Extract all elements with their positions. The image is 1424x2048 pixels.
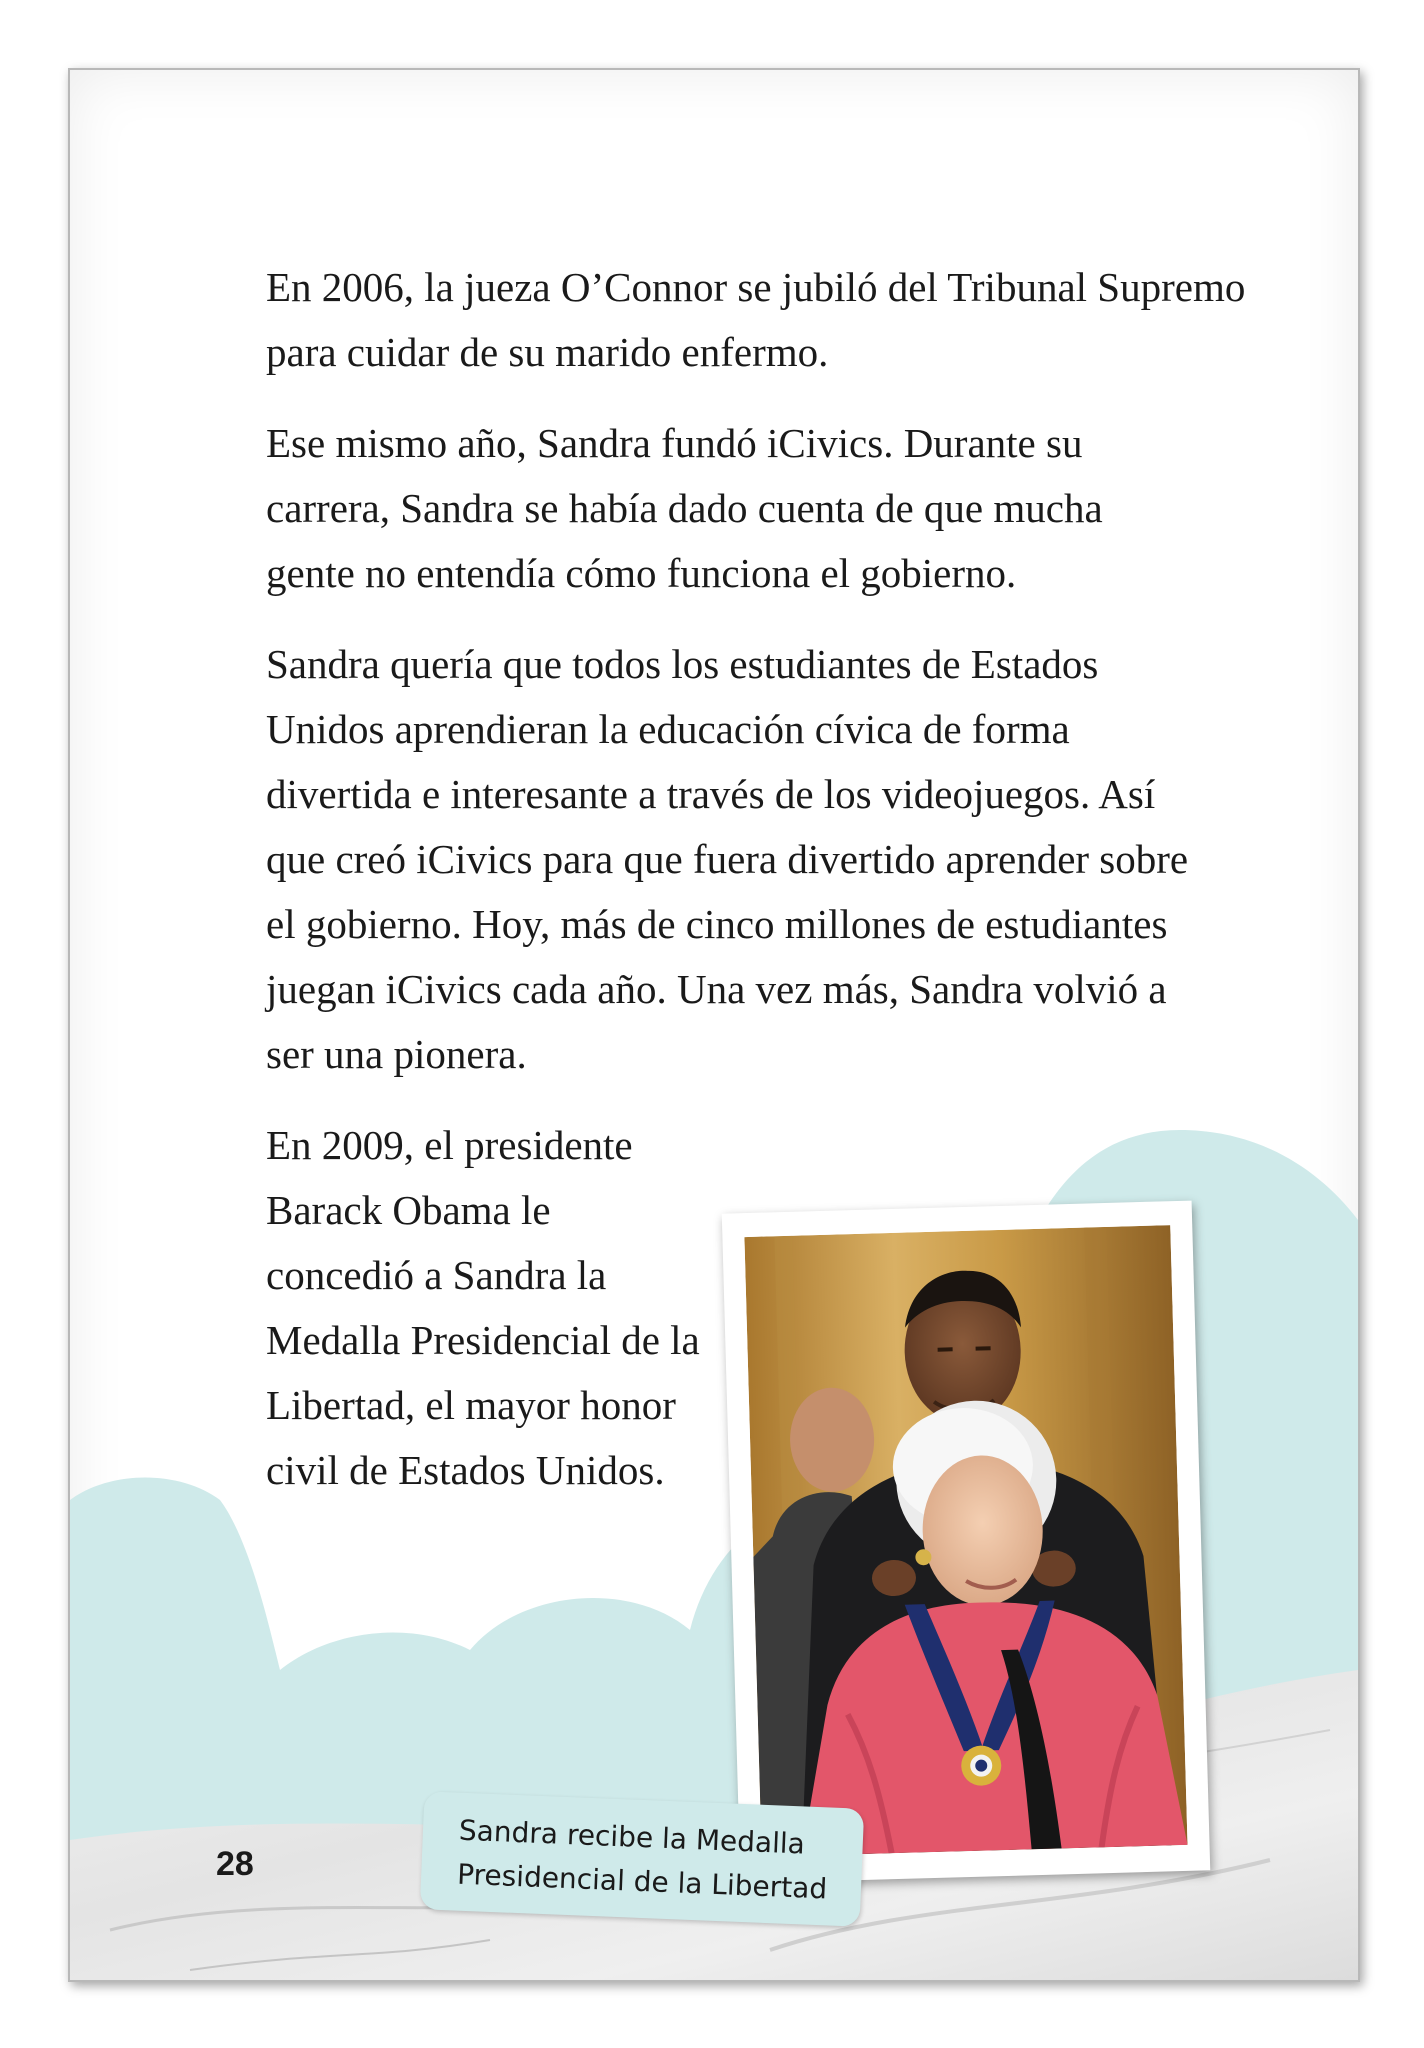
- paragraph-2: Ese mismo año, Sandra fundó iCivics. Durante su carrera, Sandra se había dado cuenta de que mucha gente no entendía cómo funciona el gobierno.: [266, 420, 1103, 596]
- photo-obama-awarding-medal: [744, 1225, 1187, 1857]
- photo-caption-box: [420, 1791, 864, 1927]
- paragraph-3: Sandra quería que todos los estudiantes de Estados Unidos aprendieran la educación cívica de forma divertida e interesante a través de los videojuegos. Así que creó iCivics para que fuera divertido aprender sobre el gobierno. Hoy, más de cinco millones de estudiantes juegan iCivics cada año. Una vez más, Sandra volvió a ser una pionera.: [266, 641, 1189, 1077]
- photo-frame: [722, 1201, 1211, 1884]
- book-page: [68, 68, 1360, 1982]
- paragraph-4: En 2009, el presidente Barack Obama le concedió a Sandra la Medalla Presidencial de la Libertad, el mayor honor civil de Estados Unidos.: [266, 1122, 700, 1493]
- photo-caption: Sandra recibe la Medalla Presidencial de la Libertad: [456, 1813, 828, 1906]
- paragraph-1: En 2006, la jueza O’Connor se jubiló del Tribunal Supremo para cuidar de su marido enfermo.: [266, 264, 1246, 375]
- page-number: 28: [216, 1845, 254, 1883]
